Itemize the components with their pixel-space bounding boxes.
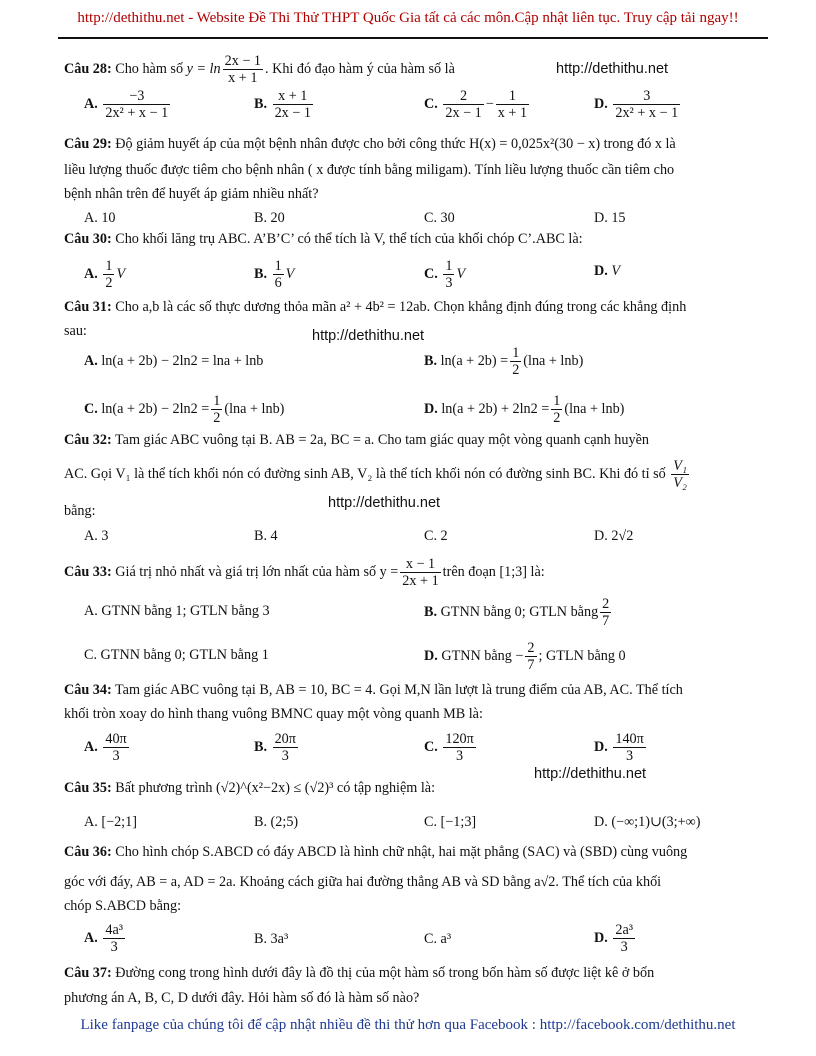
question-32: Câu 32: Tam giác ABC vuông tại B. AB = 2a, BC = a. Cho tam giác quay một vòng quanh cạnh huyền bbox=[64, 432, 649, 448]
option-d: D. V bbox=[594, 263, 621, 279]
option-b: B. GTNN bằng 0; GTLN bằng $\frac{2}{7}$ bbox=[424, 596, 610, 629]
option-b: B. 4 bbox=[254, 528, 278, 544]
option-a: A. ln(a + 2b) − 2ln2 = lna + lnb bbox=[84, 353, 264, 369]
question-36-line: chóp S.ABCD bằng: bbox=[64, 898, 182, 914]
option-c: C. ln(a + 2b) − 2ln2 = $\frac{1}{2}$ (lna + lnb) bbox=[84, 393, 285, 426]
option-a: A. GTNN bằng 1; GTLN bằng 3 bbox=[84, 603, 270, 619]
option-d: D. $\frac{140\pi}{3}$ bbox=[594, 731, 644, 764]
question-32-line: AC. Gọi V₁ là thể tích khối nón có đường sinh AB, V₂ là thể tích khối nón có đường sinh BC. Khi đó tỉ số $\frac{\text{V₁}}{\text{V₂}}$ bbox=[64, 458, 687, 491]
option-a: A. 3 bbox=[84, 528, 109, 544]
watermark: http://dethithu.net bbox=[534, 766, 647, 782]
option-a: A. $\frac{40\pi}{3}$ bbox=[84, 731, 127, 764]
question-37-line: phương án A, B, C, D dưới đây. Hỏi hàm số đó là hàm số nào? bbox=[64, 990, 420, 1006]
header-divider bbox=[58, 37, 768, 39]
question-29-line: bệnh nhân trên để huyết áp giảm nhiều nhất? bbox=[64, 186, 319, 202]
question-29: Câu 29: Độ giảm huyết áp của một bệnh nhân được cho bởi công thức H(x) = 0,025x²(30 − x) trong đó x là bbox=[64, 136, 676, 152]
option-a: A. $\frac{1}{2}$ V bbox=[84, 258, 126, 291]
option-b: B. $\frac{x + 1}{2x - 1}$ bbox=[254, 88, 311, 121]
watermark: http://dethithu.net bbox=[312, 328, 425, 344]
watermark: http://dethithu.net bbox=[328, 495, 441, 511]
question-31-line: sau: bbox=[64, 323, 87, 339]
option-b: B. ln(a + 2b) = $\frac{1}{2}$ (lna + lnb) bbox=[424, 345, 584, 378]
question-31: Câu 31: Cho a,b là các số thực dương thỏa mãn a² + 4b² = 12ab. Chọn khẳng định đúng trong các khẳng định bbox=[64, 299, 687, 315]
option-d: D. 2√2 bbox=[594, 528, 634, 544]
question-34-line: khối tròn xoay do hình thang vuông BMNC quay một vòng quanh MB là: bbox=[64, 706, 483, 722]
question-33: Câu 33: Giá trị nhỏ nhất và giá trị lớn nhất của hàm số y = $\frac{x - 1}{2x + 1}$ trên đoạn [1;3] là: bbox=[64, 556, 545, 589]
option-c: C. 30 bbox=[424, 210, 455, 226]
option-d: D. $\frac{3}{\text{2x² + x − 1}}$ bbox=[594, 88, 679, 121]
option-a: A. [−2;1] bbox=[84, 814, 137, 830]
option-a: A. $\frac{-3}{\text{2x² + x − 1}}$ bbox=[84, 88, 169, 121]
question-29-line: liều lượng thuốc được tiêm cho bệnh nhân ( x được tính bằng miligam). Tính liều lượng thuốc cần tiêm cho bbox=[64, 162, 675, 178]
option-c: C. $\frac{2}{2x - 1}$ − $\frac{1}{x + 1}$ bbox=[424, 88, 528, 121]
question-30: Câu 30: Cho khối lăng trụ ABC. A’B’C’ có thể tích là V, thể tích của khối chóp C’.ABC là: bbox=[64, 231, 583, 247]
option-a: A. $\frac{\text{4a³}}{3}$ bbox=[84, 922, 123, 955]
question-28: Câu 28: Cho hàm số y = ln $\frac{2x - 1}{x + 1}$ . Khi đó đạo hàm ý của hàm số là bbox=[64, 53, 455, 86]
question-37: Câu 37: Đường cong trong hình dưới đây là đồ thị của một hàm số trong bốn hàm số được liệt kê ở bốn bbox=[64, 965, 655, 981]
page-footer: Like fanpage của chúng tôi để cập nhật nhiều đề thi thử hơn qua Facebook : http://facebook.com/dethithu.net bbox=[80, 1017, 736, 1033]
option-c: C. a³ bbox=[424, 931, 452, 947]
question-36: Câu 36: Cho hình chóp S.ABCD có đáy ABCD là hình chữ nhật, hai mặt phẳng (SAC) và (SBD) cùng vuông bbox=[64, 844, 688, 860]
option-b: B. $\frac{1}{6}$ V bbox=[254, 258, 295, 291]
question-32-line: bằng: bbox=[64, 503, 96, 519]
option-c: C. $\frac{1}{3}$ V bbox=[424, 258, 466, 291]
option-c: C. [−1;3] bbox=[424, 814, 477, 830]
watermark: http://dethithu.net bbox=[556, 61, 669, 77]
option-c: C. $\frac{120\pi}{3}$ bbox=[424, 731, 474, 764]
question-34: Câu 34: Tam giác ABC vuông tại B, AB = 10, BC = 4. Gọi M,N lần lượt là trung điểm của AB, AC. Thể tích bbox=[64, 682, 683, 698]
option-c: C. GTNN bằng 0; GTLN bằng 1 bbox=[84, 647, 269, 663]
question-35: Câu 35: Bất phương trình (√2)^(x²−2x) ≤ (√2)³ có tập nghiệm là: bbox=[64, 780, 436, 796]
page-header: http://dethithu.net - Website Đề Thi Thử THPT Quốc Gia tất cả các môn.Cập nhật liên tục. Truy cập tải ngay!! bbox=[77, 10, 739, 26]
option-d: D. 15 bbox=[594, 210, 626, 226]
option-d: D. ln(a + 2b) + 2ln2 = $\frac{1}{2}$ (lna + lnb) bbox=[424, 393, 625, 426]
question-36-line: góc với đáy, AB = a, AD = 2a. Khoảng cách giữa hai đường thẳng AB và SD bằng a√2. Thể tích của khối bbox=[64, 874, 662, 890]
option-b: B. $\frac{20\pi}{3}$ bbox=[254, 731, 296, 764]
option-b: B. 20 bbox=[254, 210, 285, 226]
option-d: D. (−∞;1)∪(3;+∞) bbox=[594, 814, 701, 830]
option-d: D. GTNN bằng − $\frac{2}{7}$ ; GTLN bằng 0 bbox=[424, 640, 626, 673]
option-a: A. 10 bbox=[84, 210, 116, 226]
fraction: $\frac{2x - 1}{x + 1}$ bbox=[224, 53, 261, 86]
option-d: D. $\frac{\text{2a³}}{3}$ bbox=[594, 922, 633, 955]
option-b: B. 3a³ bbox=[254, 931, 289, 947]
option-c: C. 2 bbox=[424, 528, 448, 544]
option-b: B. (2;5) bbox=[254, 814, 299, 830]
